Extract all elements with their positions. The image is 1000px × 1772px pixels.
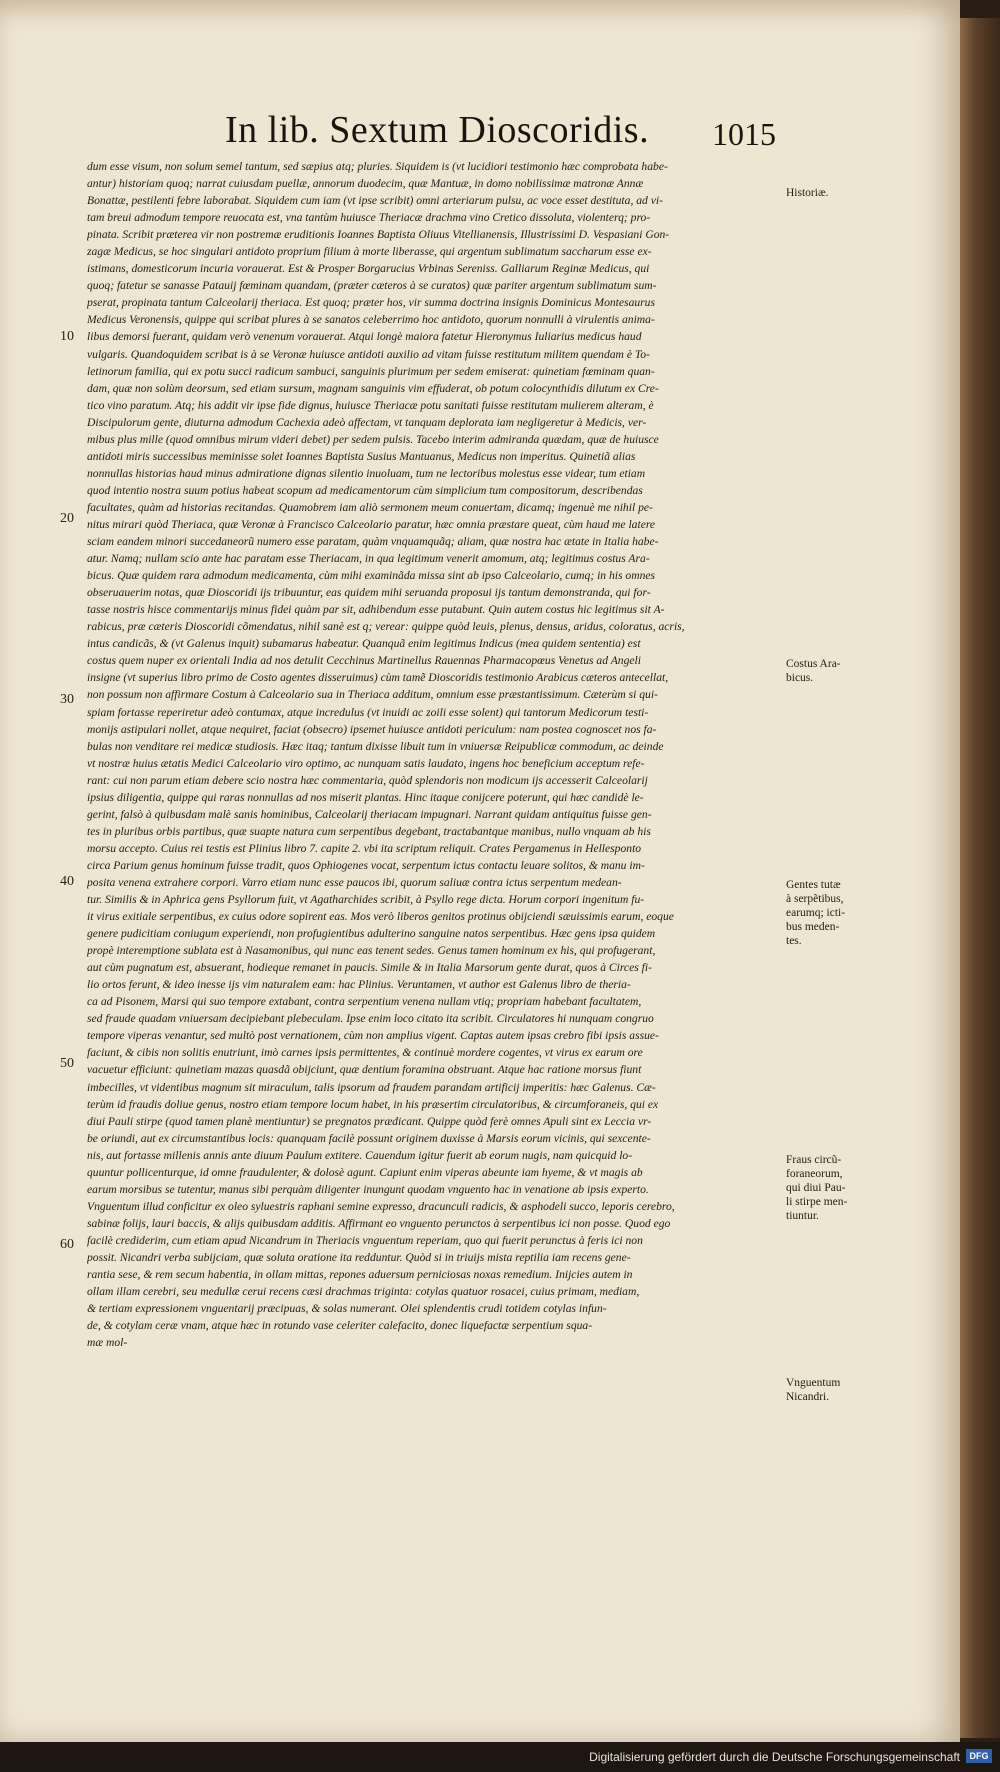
text-line: pserat, propinata tantum Calceolarij theriaca. Est quoq; præter hos, vir summa doctrina insignis Dominicus Montesaurus (87, 296, 655, 310)
text-line: lio ortos ferunt, & ideo inesse ijs vim naturalem eam: hac Plinius. Veruntamen, vt author est Galenus libro de theria- (87, 978, 631, 992)
text-line: Bonattæ, pestilenti febre laborabat. Siquidem cum iam (vt ipse scribit) omni arteriarum pulsu, ac voce esset destituta, ad vi- (87, 194, 663, 208)
text-line: bulas non venditare rei medicæ studiosis. Hæc itaq; tantum dixisse libuit tum in vniuersæ Reipublicæ commodum, ac deinde (87, 739, 664, 753)
marginal-note-historiae (786, 186, 886, 200)
marginal-line: Fraus circũ- (786, 1154, 842, 1166)
text-line: ollam illam cerebri, seu medullæ cerui recens cæsi drachmas triginta: cotylas quatuor rosacei, cuius primam, mediam, (87, 1285, 640, 1299)
text-line: aut cùm pugnatum est, absuerant, hodieque remanet in paucis. Simile & in Italia Marsorum gente durat, quos à Circes fi- (87, 961, 652, 975)
marginal-note-gentes (786, 878, 886, 948)
text-line: tes in pluribus orbis partibus, quæ suapte natura cum serpentibus degebant, tractabantque manibus, nullo vnquam ab his (87, 824, 651, 838)
text-line: tasse nostris hisce commentarijs minus fidei quàm par sit, adhibendum esse putabunt. Quin autem costus hic legitimus sit A- (87, 603, 665, 617)
marginal-line: Costus Ara- (786, 658, 841, 670)
text-line: quod intentio nostra suum potius habeat scopum ad medicamentorum cùm simplicium tum compositorum, describendas (87, 483, 643, 497)
text-line: mæ mol- (87, 1336, 128, 1350)
text-line: de, & cotylam ceræ vnam, atque hæc in rotundo vase celeriter calefacito, donec liquefactæ serpentium squa- (87, 1319, 593, 1333)
text-line: costus quem nuper ex orientali India ad nos detulit Cecchinus Martinellus Rauennas Pharmacopœus Venetus ad Angeli (87, 654, 641, 668)
line-number: 10 (60, 329, 74, 344)
text-line: diui Pauli stirpe (quod tamen planè mentiuntur) se pregnatos prædicant. Quippe quòd ferè omnes Apuli sint ex Leccia vr- (87, 1114, 652, 1128)
text-line: atur. Namq; nullam scio ante hac paratam esse Theriacam, in qua legitimum venerit amomum, atq; legitimus costus Ara- (87, 552, 650, 566)
text-line: it virus exitiale serpentibus, ex cuius odore sopirent eas. Mos verò liberos genitos protinus obijciendi sæuissimis earum, eoque (87, 910, 674, 924)
text-line: rantia sese, & rem secum habentia, in ollam mittas, repones aduersum perniciosas noxas remedium. Inijcies autem in (87, 1268, 633, 1282)
marginal-line: Vnguentum (786, 1377, 841, 1389)
text-line: terùm id fraudis doliue genus, nostro etiam tempore locum habet, in his præsertim circulatoribus, & circumforaneis, qui ex (87, 1097, 659, 1111)
text-line: dum esse visum, non solum semel tantum, sed sæpius atq; pluries. Siquidem is (vt lucidiori testimonio hæc comprobata habe- (87, 160, 668, 173)
text-line: gerint, falsò à quibusdam malè sanis hominibus, Calceolarij theriacam impugnari. Narrant quidam antiquitus fuisse gen- (87, 807, 652, 821)
marginal-line: Nicandri. (786, 1391, 830, 1403)
marginal-line: à serpẽtibus, (786, 893, 844, 905)
text-line: nis, aut fortasse millenis annis ante diuum Paulum extitere. Cauendum igitur fuerit ab eorum nugis, nam quicquid lo- (87, 1148, 633, 1162)
text-line: nitus mirari quòd Theriaca, quæ Veronæ à Francisco Calceolario paratur, hæc omnia præstare queat, cùm haud me latere (87, 517, 656, 531)
text-line: antidoti miris successibus meminisse solet Ioannes Baptista Susius Mantuanus, Medicus non imperitus. Quinetiã alias (87, 449, 636, 463)
text-line: faciunt, & cibis non solitis enutriunt, imò carnes ipsis permittentes, & continuè mordere cogentes, vt virus ex earum ore (87, 1046, 643, 1060)
text-line: imbecilles, vt videntibus magnum sit miraculum, talis ipsorum ad fraudem parandam artificij imperitis: hæc Galenus. Cæ- (87, 1080, 656, 1094)
marginal-line: Historiæ. (786, 187, 829, 199)
text-line: & tertiam expressionem vnguentarij præcipuas, & solas numerant. Olei splendentis crudi totidem cotylas infun- (87, 1302, 607, 1316)
dfg-logo-icon: DFG (966, 1749, 992, 1763)
marginal-line: foraneorum, (786, 1168, 843, 1180)
marginal-line: li stirpe men- (786, 1196, 848, 1208)
text-line: rant: cui non parum etiam debere scio nostra hæc commentaria, quòd splendoris non modicum ijs accesserit Calceolarij (87, 773, 648, 787)
text-line: tico vino paratum. Atq; his addit vir ipse fide dignus, huiusce Theriacæ potu sanitati fuisse restitutam mulierem alteram, è (87, 398, 654, 412)
text-line: tempore viperas venantur, sed multò post vernationem, cùm non amplius vigent. Captas autem ipsas crebro fibi ipsis assue- (87, 1029, 659, 1043)
line-number: 50 (60, 1056, 74, 1071)
marginal-line: bus meden- (786, 921, 840, 933)
text-line: obseruauerim notas, quæ Dioscoridi ijs tribuuntur, eas quidem mihi seruanda proposui ijs tantum demonstranda, qui for- (87, 586, 651, 600)
line-number: 30 (60, 692, 74, 707)
running-head: In lib. Sextum Dioscoridis. (225, 109, 650, 151)
page-number: 1015 (712, 116, 776, 152)
marginal-note-costus (786, 657, 886, 685)
line-number: 20 (60, 511, 74, 526)
text-line: rabicus, præ cæteris Dioscoridi cõmendatus, nihil sanè est q; verear: quippe quòd leuis, plenus, densus, aridus, coloratus, acris, (87, 620, 685, 634)
text-line: be oriundi, aut ex circumstantibus locis: quanquam facilè possunt originem duxisse à Marsis eorum vicinis, qui sexcente- (87, 1131, 651, 1145)
marginal-line: bicus. (786, 672, 814, 684)
text-line: quuntur pollicenturque, id omne fraudulenter, & dolosè agunt. Capiunt enim viperas abeunte iam hyeme, & vt magis ab (87, 1165, 643, 1179)
text-line: pinata. Scribit præterea vir non postremæ eruditionis Ioannes Baptista Oliuus Vitellianensis, Illustrissimi D. Vespasiani Gon- (87, 228, 670, 242)
text-line: Discipulorum gente, diuturna admodum Cachexia adeò affectam, vt tanquam deplorata iam negligeretur à Medicis, ver- (87, 415, 647, 429)
text-line: nonnullas historias haud minus admiratione dignas silentio inuoluam, tum ne lectoribus molestus esse videar, tum etiam (87, 466, 646, 480)
text-line: Vnguentum illud conficitur ex oleo syluestris raphani semine expresso, dracunculi radicis, & asphodeli succo, leporis cerebro, (87, 1199, 675, 1213)
marginal-note-vnguentum (786, 1376, 886, 1404)
text-line: circa Parium genus hominum fuisse tradit, quos Ophiogenes vocat, serpentum ictus contactu leuare solitos, & manu im- (87, 858, 645, 872)
text-line: earum morsibus se tutentur, manus sibi perquàm diligenter inungunt quodam vnguento hac in venatione ab ipsis experto. (87, 1182, 649, 1196)
text-line: vacuetur efficiunt: quinetiam mazas quasdã obijciunt, quæ dentium foramina obstruant. Atque hac ratione morsus fiunt (87, 1063, 642, 1077)
text-line: antur) historiam quoq; narrat cuiusdam puellæ, annorum duodecim, quæ Mantuæ, in domo nobilissimæ matronæ Annæ (87, 177, 644, 191)
line-number: 40 (60, 874, 74, 889)
text-line: facilè crediderim, cum etiam apud Nicandrum in Theriacis vnguentum reperiam, quo qui fuerit perunctus à feris ici non (87, 1233, 643, 1247)
text-line: sed fraude quadam vniuersam decipiebant plebeculam. Ipse enim loco citato ita scribit. Circulatores hi nunquam congruo (87, 1012, 654, 1026)
text-line: letinorum familia, qui ex potu succi radicum sambuci, sanguinis plurimum per sedem emiserat: quinetiam fœminam quan- (87, 364, 655, 378)
marginal-line: qui diui Pau- (786, 1182, 846, 1194)
text-line: quoq; fatetur se sanasse Patauij fœminam quandam, (præter cæteros à se curatos) quæ pariter argentum sublimatum sum- (87, 279, 657, 293)
text-line: libus demorsi fuerant, quidam verò venenum vorauerat. Atqui longè maiora fatetur Hieronymus Iuliarius medicus haud (87, 330, 642, 344)
text-line: sciam eandem minori succedaneorũ numero esse paratam, quàm vnquamquãq; aliam, quæ nostra hac ætate in Italia habe- (87, 535, 659, 549)
text-line: vulgaris. Quandoquidem scribat is à se Veronæ huiusce antidoti auxilio ad vitam fuisse restitutum militem quendam è To- (87, 347, 650, 361)
text-line: monijs astipulari nollet, atque nequiret, faciat (obsecro) ipsemet huiusce antidoti periculum: nam postea cognoscet nos fa- (87, 722, 657, 736)
text-line: spiam fortasse reperiretur adeò contumax, atque incredulus (vt inuidi ac zoili esse solent) qui tantorum Medicorum testi- (87, 705, 649, 719)
line-number: 60 (60, 1237, 74, 1252)
text-line: ca ad Pisonem, Marsi qui suo tempore extabant, contra serpentium venena nullam vtiq; propriam habebant facultatem, (87, 995, 642, 1009)
text-line: ipsius diligentia, quippe qui raras nonnullas ad nos miserit plantas. Hinc itaque conijcere poterunt, qui hæc candidè le- (87, 790, 644, 804)
text-line: insigne (vt superius libro primo de Costo agentes disseruimus) cùm tamẽ Dioscoridis testimonio Arabicus cæteros antecellat, (87, 671, 669, 685)
text-line: tam breui admodum tempore reuocata est, vna tantùm huiusce Theriacæ drachma vino Cretico dissoluta, violenterq; pro- (87, 211, 651, 225)
text-line: Medicus Veronensis, quippe qui scribat plures à se sanatos celeberrimo hoc antidoto, quorum nonnulli à virulentis anima- (87, 313, 655, 327)
text-line: dam, quæ non solùm deorsum, sed etiam sursum, magnam sanguinis vim effuderat, ob potum colocynthidis dilutum ex Cre- (87, 381, 659, 395)
text-line: istimans, domesticorum incuria vorauerat. Est & Prosper Borgarucius Vrbinas Sereniss. Galliarum Reginæ Medicus, qui (87, 262, 650, 276)
text-line: genere pudicitiam coniugum experiendi, non profugientibus adulterino sanguine natos serpentibus. Hæc gens ipsa quidem (87, 927, 656, 941)
text-line: sabinæ folijs, lauri baccis, & alijs quibusdam additis. Affirmant eo vnguento perunctos à serpentibus ici non posse. Quod ego (87, 1216, 671, 1230)
digitization-credit: Digitalisierung gefördert durch die Deutsche Forschungsgemeinschaft (589, 1750, 960, 1764)
text-line: posita venena extrahere corpori. Varro etiam nunc esse paucos ibi, quorum saliuæ contra ictus serpentum medean- (87, 875, 622, 889)
marginal-line: Gentes tutæ (786, 879, 841, 891)
text-line: vt nostræ huius ætatis Medici Calceolario viro optimo, ac nunquam satis laudato, ingens hoc beneficium acceptum refe- (87, 756, 645, 770)
text-line: tur. Similis & in Aphrica gens Psyllorum fuit, vt Agatharchides scribit, à Psyllo rege dicta. Horum corpori ingenitum fu- (87, 893, 645, 907)
text-line: morsu accepto. Cuius rei testis est Plinius libro 7. capite 2. vbi ita scriptum reliquit. Crates Pergamenus in Hellesponto (87, 841, 642, 855)
text-line: bicus. Quæ quidem rara admodum medicamenta, cùm mihi examinãda missa sint ab ipso Calceolario, cumq; in his omnes (87, 569, 656, 583)
text-line: non possum non affirmare Costum à Calceolario sua in Theriaca additum, omnium esse præstantissimum. Cæterùm si qui- (87, 688, 658, 702)
marginal-note-fraus (786, 1153, 886, 1223)
text-line: mibus plus mille (quod omnibus mirum videri debet) per sedem pulsis. Tacebo interim admiranda quædam, quæ de huiusce (87, 432, 659, 446)
main-text-column (87, 158, 767, 1351)
marginal-line: earumq; icti- (786, 907, 846, 919)
marginal-line: tiuntur. (786, 1210, 819, 1222)
marginal-line: tes. (786, 935, 802, 947)
page-edge-stack (960, 18, 1000, 1738)
text-line: zagæ Medicus, se hoc singulari antidoto proprium filium à morte liberasse, qui argentum sublimatum saccharum esse ex- (87, 245, 652, 259)
text-line: facultates, quàm ad historias recitandas. Quamobrem iam aliò sermonem meum conuertam, dicamq; ingenuè me nihil pe- (87, 500, 653, 514)
text-line: possit. Nicandri verba subijciam, quæ soluta oratione ita redduntur. Quòd si in triuijs mista reptilia iam recens gene- (87, 1251, 631, 1264)
text-line: intus candicãs, & (vt Galenus inquit) subamarus habeatur. Quanquã enim legitimus Indicus (mea quidem sententia) est (87, 637, 641, 651)
text-line: propè interemptione sublata est à Nasamonibus, qui nunc eas tenent sedes. Genus tamen hominum ex his, qui profugerant, (87, 944, 656, 958)
